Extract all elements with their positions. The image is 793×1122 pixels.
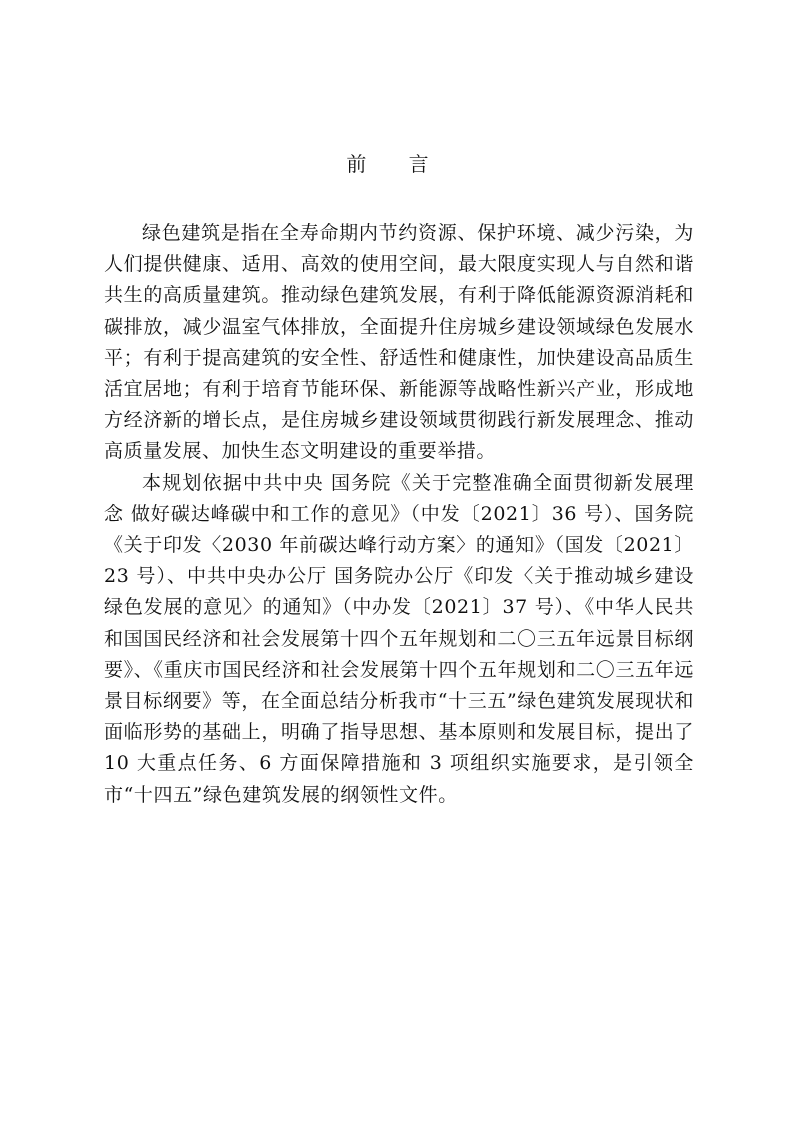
paragraph-basis: 本规划依据中共中央 国务院《关于完整准确全面贯彻新发展理念 做好碳达峰碳中和工作的意见》（中发〔2021〕36 号）、国务院《关于印发〈2030 年前碳达峰行动方案〉的通知》（国发〔2021〕23 号）、中共中央办公厅 国务院办公厅《印发〈关于推动城乡建设绿色发展的意见〉的通知》（中办发〔2021〕37 号）、《中华人民共和国国民经济和社会发展第十四个五年规划和二〇三五年远景目标纲要》、《重庆市国民经济和社会发展第十四个五年规划和二〇三五年远景目标纲要》等，在全面总结分析我市“十三五”绿色建筑发展现状和面临形势的基础上，明确了指导思想、基本原则和发展目标，提出了 10 大重点任务、6 方面保障措施和 3 项组织实施要求，是引领全市“十四五”绿色建筑发展的纲领性文件。 [104, 471, 694, 806]
document-body [104, 218, 694, 811]
page-title: 前 言 [346, 152, 447, 176]
paragraph-intro: 绿色建筑是指在全寿命期内节约资源、保护环境、减少污染，为人们提供健康、适用、高效的使用空间，最大限度实现人与自然和谐共生的高质量建筑。推动绿色建筑发展，有利于降低能源资源消耗和碳排放，减少温室气体排放，全面提升住房城乡建设领域绿色发展水平；有利于提高建筑的安全性、舒适性和健康性，加快建设高品质生活宜居地；有利于培育节能环保、新能源等战略性新兴产业，形成地方经济新的增长点，是住房城乡建设领域贯彻践行新发展理念、推动高质量发展、加快生态文明建设的重要举措。 [104, 222, 694, 463]
